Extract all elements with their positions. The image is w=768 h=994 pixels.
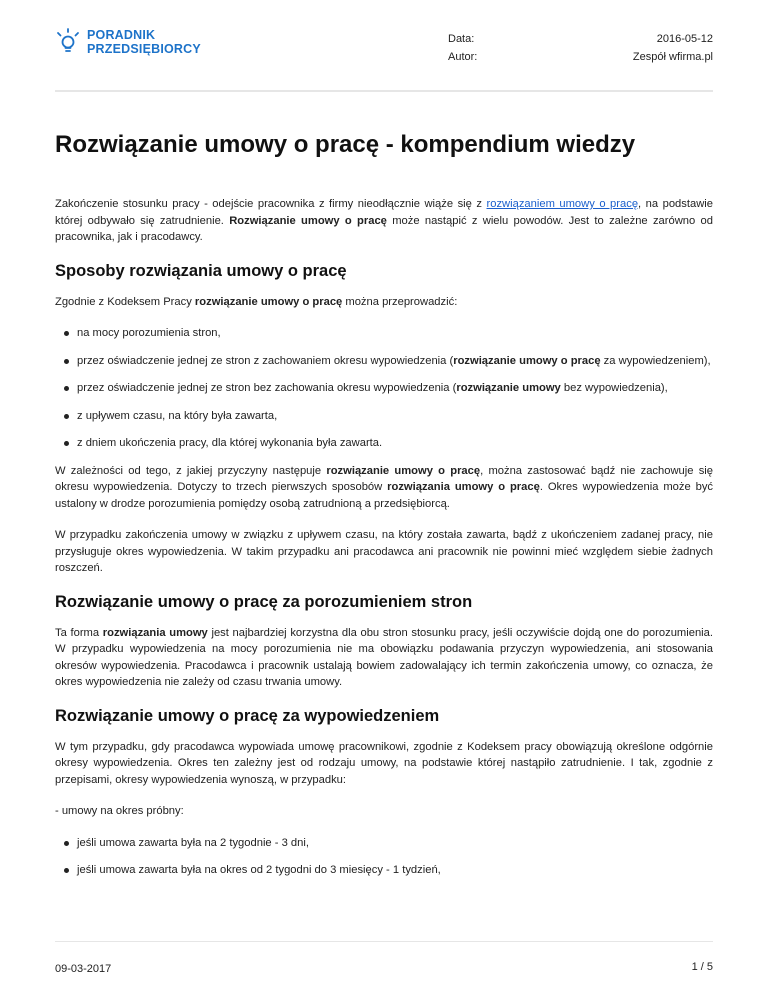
list-item: na mocy porozumienia stron, <box>77 325 713 342</box>
list-item: jeśli umowa zawarta była na okres od 2 tygodni do 3 miesięcy - 1 tydzień, <box>77 862 713 879</box>
footer-date: 09-03-2017 <box>55 963 112 975</box>
paragraph: - umowy na okres próbny: <box>55 805 184 817</box>
section-heading-methods: Sposoby rozwiązania umowy o pracę <box>55 261 347 280</box>
footer-divider <box>55 941 713 942</box>
paragraph: Zgodnie z Kodeksem Pracy rozwiązanie umowy o pracę można przeprowadzić: <box>55 295 458 308</box>
logo-line-2: PRZEDSIĘBIORCY <box>87 42 201 56</box>
notice-list <box>55 835 713 879</box>
list-item: z upływem czasu, na który była zawarta, <box>77 408 713 425</box>
logo-text <box>87 28 201 56</box>
author-value: Zespół wfirma.pl <box>632 51 713 63</box>
date-label: Data: <box>448 33 475 45</box>
section-heading-notice: Rozwiązanie umowy o pracę za wypowiedzeniem <box>55 706 440 725</box>
logo-line-1: PORADNIK <box>87 28 156 42</box>
page-header <box>55 22 713 82</box>
section-heading-agreement: Rozwiązanie umowy o pracę za porozumieniem stron <box>55 592 473 611</box>
methods-list <box>55 325 713 452</box>
intro-paragraph: Zakończenie stosunku pracy - odejście pracownika z firmy nieodłącznie wiąże się z rozwiązaniem umowy o pracę, na podstawie której odbywało się zatrudnienie. Rozwiązanie umowy o pracę może nastąpić z wielu powodów. Jest to zależne zarówno od pracownika, jak i pracodawcy. <box>55 198 713 243</box>
paragraph: W tym przypadku, gdy pracodawca wypowiada umowę pracownikowi, zgodnie z Kodeksem pracy obowiązują określone odgórnie okresy wypowiedzenia. Okres ten zależny jest od rodzaju umowy, na podstawie której nastąpiło zatrudnienie. I tak, zgodnie z przepisami, okresy wypowiedzenia wynoszą, w przypadku: <box>55 740 713 786</box>
paragraph: W przypadku zakończenia umowy w związku z upływem czasu, na który została zawarta, bądź z ukończeniem zadanej pracy, nie przysługuje okres wypowiedzenia. W takim przypadku ani pracodawca ani pracownik nie powinni mieć względem siebie żadnych roszczeń. <box>55 529 713 574</box>
list-item: z dniem ukończenia pracy, dla której wykonania była zawarta. <box>77 435 713 452</box>
page-title: Rozwiązanie umowy o pracę - kompendium wiedzy <box>55 131 636 158</box>
list-item: jeśli umowa zawarta była na 2 tygodnie - 3 dni, <box>77 835 713 852</box>
list-item: przez oświadczenie jednej ze stron z zachowaniem okresu wypowiedzenia (rozwiązanie umowy o pracę za wypowiedzeniem), <box>77 353 713 370</box>
page-number: 1 / 5 <box>691 961 713 973</box>
list-item: przez oświadczenie jednej ze stron bez zachowania okresu wypowiedzenia (rozwiązanie umowy bez wypowiedzenia), <box>77 380 713 397</box>
author-label: Autor: <box>448 51 478 63</box>
logo[interactable] <box>55 28 201 58</box>
paragraph: W zależności od tego, z jakiej przyczyny następuje rozwiązanie umowy o pracę, można zastosować bądź nie zachowuje się okresu wypowiedzenia. Dotyczy to trzech pierwszych sposobów rozwiązania umowy o pracę. Okres wypowiedzenia może być ustalony w drodze porozumienia pomiędzy osobą zatrudnioną a przedsiębiorcą. <box>55 464 714 510</box>
header-divider <box>55 90 713 92</box>
lightbulb-icon <box>55 28 81 58</box>
date-value: 2016-05-12 <box>656 33 713 45</box>
document-page <box>55 0 713 994</box>
termination-link[interactable]: rozwiązaniem umowy o pracę <box>486 198 639 210</box>
article-body <box>55 196 713 890</box>
paragraph: Ta forma rozwiązania umowy jest najbardziej korzystna dla obu stron stosunku pracy, jeśli oczywiście dojdą one do porozumienia. W przypadku wypowiedzenia na mocy porozumienia nie ma obowiązku podawania przyczyn wypowiedzenia, ani stosowania okresów wypowiedzenia. Pracodawca i pracownik ustalają bowiem zadowalający ich termin zakończenia umowy, co oznacza, że okres wypowiedzenia nie zależy od czasu trwania umowy. <box>55 626 713 688</box>
